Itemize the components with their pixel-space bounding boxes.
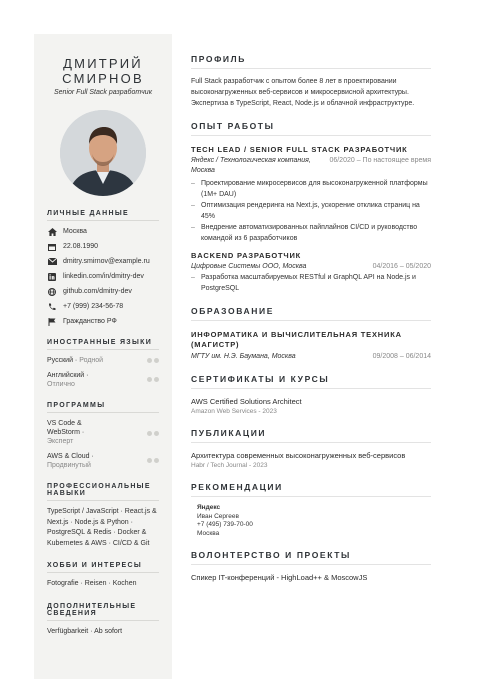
languages-section [34, 339, 172, 389]
section-title: ПРОФИЛЬ [191, 54, 431, 69]
skills-text: TypeScript / JavaScript · React.js & Next.js · Node.js & Python · PostgreSQL & Redis · Docker & Kubernetes & AWS · CI/CD & Git [47, 508, 157, 547]
section-title: ПРОГРАММЫ [47, 402, 159, 413]
linkedin-icon [47, 273, 57, 281]
section-title: ОБРАЗОВАНИЕ [191, 306, 431, 321]
reference-city: Москва [197, 529, 220, 537]
globe-icon [47, 288, 57, 296]
reference-person: Иван Сергеев [197, 512, 239, 520]
phone-icon [47, 303, 57, 311]
personal-item-github[interactable]: github.com/dmitry-dev [47, 287, 159, 296]
personal-item-city: Москва [47, 227, 159, 236]
job-dates: 04/2016 – 05/2020 [372, 263, 431, 270]
language-item: Русский · Родной [47, 356, 159, 365]
hobbies-text: Fotografie · Reisen · Kochen [47, 580, 137, 587]
job-position: BACKEND РАЗРАБОТЧИК [191, 251, 302, 260]
certificates-section [191, 374, 431, 416]
education-item [191, 330, 431, 362]
level-dots [147, 458, 159, 463]
personal-item-birthdate: 22.08.1990 [47, 242, 159, 251]
volunteering-section [191, 550, 431, 583]
first-name: ДМИТРИЙ [63, 56, 143, 71]
job-bullet: – Оптимизация рендеринга на Next.js, ускорение отклика страниц на 45% [191, 201, 431, 222]
personal-item-citizenship: Гражданство РФ [47, 317, 159, 326]
profile-photo [60, 110, 146, 196]
level-dots [147, 431, 159, 436]
certificate-name: AWS Certified Solutions Architect [191, 397, 302, 406]
reference-company: Яндекс [197, 504, 221, 511]
education-section [191, 306, 431, 362]
extra-text: Verfügbarkeit · Ab sofort [47, 627, 123, 635]
job-company: Цифровые Системы ООО, Москва [191, 263, 307, 270]
job-item [191, 145, 431, 244]
extra-section [34, 603, 172, 638]
mail-icon [47, 258, 57, 265]
education-dates: 09/2008 – 06/2014 [372, 353, 431, 360]
calendar-icon [47, 243, 57, 251]
job-meta [191, 156, 431, 176]
section-title: ПРОФЕССИОНАЛЬНЫЕ НАВЫКИ [47, 483, 159, 501]
section-title: ИНОСТРАННЫЕ ЯЗЫКИ [47, 339, 159, 350]
section-title: ПУБЛИКАЦИИ [191, 428, 431, 443]
personal-item-phone[interactable]: +7 (999) 234-56-78 [47, 302, 159, 311]
section-title: ВОЛОНТЕРСТВО И ПРОЕКТЫ [191, 550, 431, 565]
home-icon [47, 228, 57, 236]
section-title: ЛИЧНЫЕ ДАННЫЕ [47, 210, 159, 221]
job-bullet: – Проектирование микросервисов для высоконагруженной платформы (1М+ DAU) [191, 179, 431, 200]
section-title: СЕРТИФИКАТЫ И КУРСЫ [191, 374, 431, 389]
profile-section [191, 54, 431, 109]
personal-data-section [34, 210, 172, 326]
reference-item [191, 504, 431, 538]
job-title: Senior Full Stack разработчик [53, 89, 152, 96]
publication-title: Архитектура современных высоконагруженных веб-сервисов [191, 451, 406, 460]
references-section [191, 482, 431, 538]
profile-text: Full Stack разработчик с опытом более 8 лет в проектировании высоконагруженных веб-сервисов и микросервисной архитектуры. Экспертиза в TypeScript, React, Node.js и облачной инфраструктуре. [191, 78, 415, 107]
personal-item-email[interactable]: dmitry.smirnov@example.ru [47, 257, 159, 266]
level-dots [147, 358, 159, 363]
education-meta [191, 352, 431, 362]
language-item: Английский · Отлично [47, 371, 159, 389]
sidebar [34, 34, 172, 679]
publication-source: Habr / Tech Journal - 2023 [191, 462, 268, 469]
degree-title: ИНФОРМАТИКА И ВЫЧИСЛИТЕЛЬНАЯ ТЕХНИКА (МАГИСТР) [191, 330, 402, 349]
job-meta [191, 262, 431, 272]
section-title: ХОББИ И ИНТЕРЕСЫ [47, 562, 159, 573]
resume-page [34, 34, 444, 679]
programs-section [34, 402, 172, 470]
section-title: ДОПОЛНИТЕЛЬНЫЕ СВЕДЕНИЯ [47, 603, 159, 621]
flag-icon [47, 318, 57, 326]
program-item: VS Code & WebStorm · Эксперт [47, 419, 159, 446]
last-name: СМИРНОВ [62, 71, 144, 86]
education-institution: МГТУ им. Н.Э. Баумана, Москва [191, 353, 296, 360]
skills-section [34, 483, 172, 549]
reference-phone: +7 (495) 739-70-00 [197, 521, 253, 528]
main-content [191, 34, 431, 679]
volunteering-item: Спикер IT-конференций - HighLoad++ & MoscowJS [191, 573, 368, 582]
job-bullet: – Разработка масштабируемых RESTful и GraphQL API на Node.js и PostgreSQL [191, 273, 431, 294]
job-position: TECH LEAD / SENIOR FULL STACK РАЗРАБОТЧИК [191, 145, 408, 154]
hobbies-section [34, 562, 172, 590]
job-item [191, 251, 431, 294]
job-dates: 06/2020 – По настоящее время [329, 157, 431, 164]
certificate-issuer: Amazon Web Services - 2023 [191, 408, 277, 415]
experience-section [191, 121, 431, 294]
program-item: AWS & Cloud · Продвинутый [47, 452, 159, 470]
section-title: ОПЫТ РАБОТЫ [191, 121, 431, 136]
job-bullet: – Внедрение автоматизированных пайплайнов CI/CD и руководство командой из 6 разработчиков [191, 223, 431, 244]
section-title: РЕКОМЕНДАЦИИ [191, 482, 431, 497]
publications-section [191, 428, 431, 470]
job-company: Яндекс / Технологическая компания, Москва [191, 157, 311, 174]
personal-item-linkedin[interactable]: linkedin.com/in/dmitry-dev [47, 272, 159, 281]
person-name [34, 56, 172, 86]
level-dots [147, 377, 159, 382]
